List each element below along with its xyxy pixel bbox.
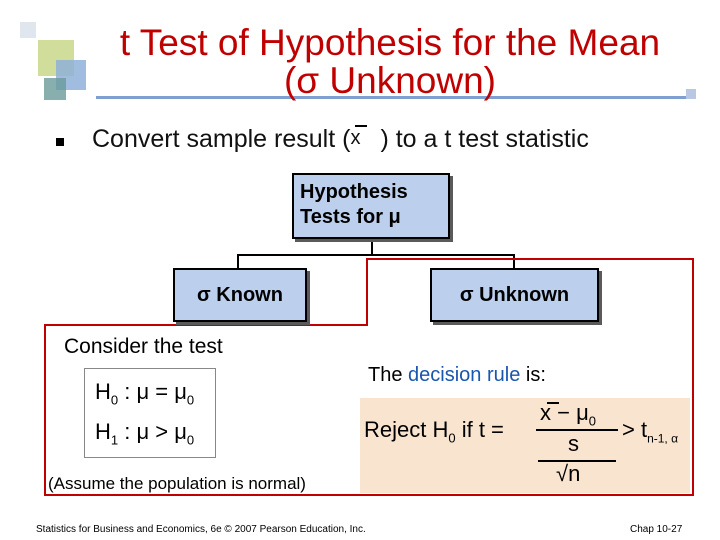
bullet-suffix-b: test statistic xyxy=(451,125,589,153)
bullet-text xyxy=(92,125,589,154)
red-outline xyxy=(692,258,694,496)
red-outline xyxy=(366,258,368,324)
red-outline xyxy=(44,324,368,326)
xbar-symbol: x xyxy=(350,125,380,154)
slide-title-line1: t Test of Hypothesis for the Mean xyxy=(119,22,661,63)
tree-connector xyxy=(371,241,373,255)
hypotheses-box xyxy=(84,368,216,458)
fraction-numerator: $x - \mu_0$ xyxy=(540,400,596,429)
sigma-unknown-box: σ Unknown xyxy=(430,268,599,322)
decision-rule-label: The decision rule is: xyxy=(368,364,546,386)
alternative-hypothesis: $H_1$ : $\mu > \mu_0$ xyxy=(95,419,195,448)
red-outline xyxy=(44,494,694,496)
hypothesis-box-line2: Tests for μ xyxy=(300,206,401,228)
red-outline xyxy=(366,258,694,260)
hypothesis-tests-box xyxy=(292,173,450,239)
decor-square xyxy=(20,22,36,38)
bullet-suffix-a: ) to a xyxy=(380,125,445,153)
bullet-t: t xyxy=(444,125,452,153)
consider-text: Consider the test xyxy=(64,335,223,358)
footer-source: Statistics for Business and Economics, 6e © 2007 Pearson Education, Inc. xyxy=(36,524,366,535)
bullet-prefix: Convert sample result ( xyxy=(92,125,351,153)
tree-connector xyxy=(237,254,515,256)
formula-panel xyxy=(360,398,690,493)
sigma-known-box: σ Known xyxy=(173,268,307,322)
hypothesis-box-line1: Hypothesis xyxy=(300,181,408,203)
bullet-marker xyxy=(56,138,64,146)
reject-text: Reject $H_0$ if t = xyxy=(364,417,504,446)
fraction-s: s xyxy=(568,431,579,456)
fraction-root-n: √n xyxy=(556,461,581,486)
footer-page: Chap 10-27 xyxy=(630,524,683,535)
null-hypothesis: $H_0$ : $\mu = \mu_0$ xyxy=(95,379,195,408)
critical-value: > $t_{n-1, \alpha}$ xyxy=(622,417,679,446)
red-outline xyxy=(44,324,46,496)
assumption-note: (Assume the population is normal) xyxy=(48,474,306,493)
slide-title-line2: (σ Unknown) xyxy=(283,60,496,101)
